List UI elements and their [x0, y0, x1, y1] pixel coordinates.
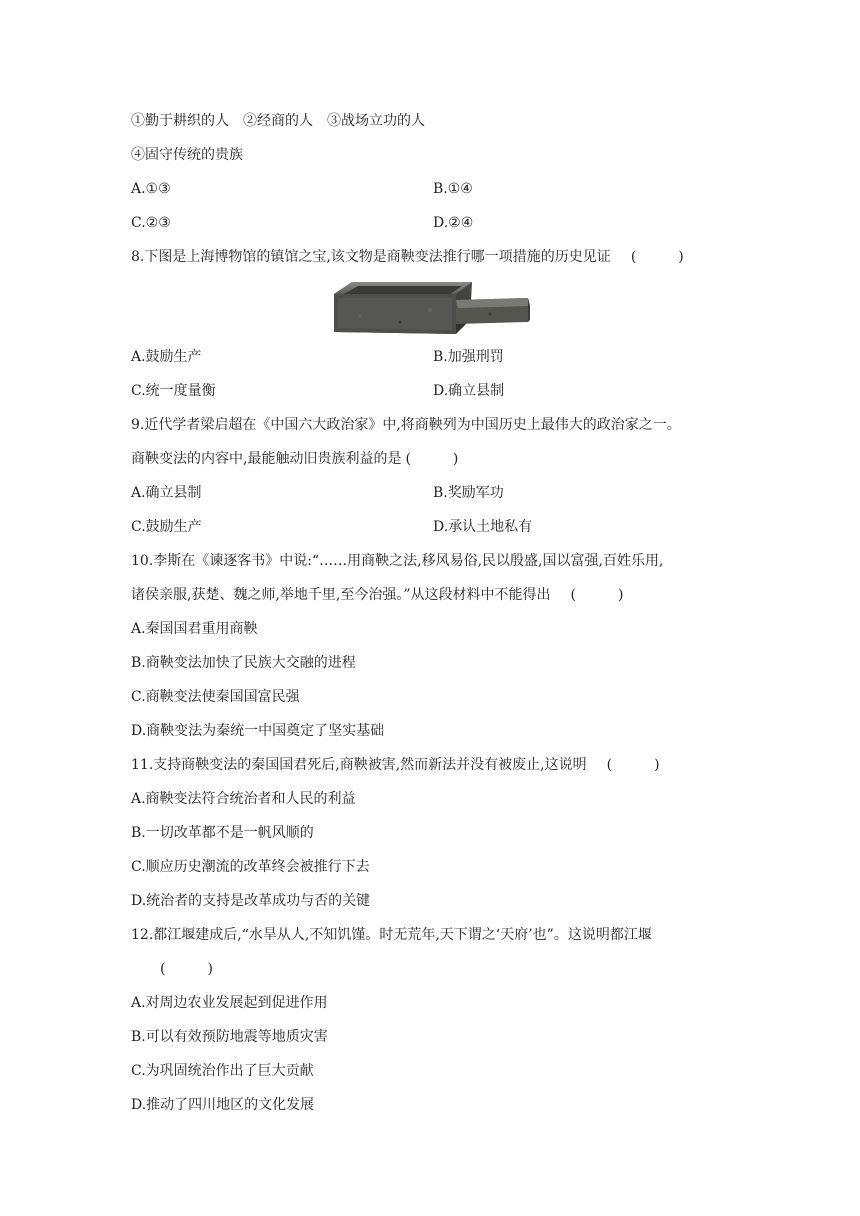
q10-stem-text: 诸侯亲服,获楚、魏之师,举地千里,至今治强。”从这段材料中不能得出: [131, 587, 551, 603]
q10-option-c: C.商鞅变法使秦国国富民强: [131, 689, 300, 705]
q9-stem-text: 商鞅变法的内容中,最能触动旧贵族利益的是: [131, 451, 402, 467]
q7-option-d: D.②④: [433, 215, 474, 231]
q11-option-a: A.商鞅变法符合统治者和人民的利益: [131, 791, 356, 807]
q7-option-a: A.①③: [131, 181, 171, 197]
q9-option-a: A.确立县制: [131, 485, 202, 501]
q10-option-b: B.商鞅变法加快了民族大交融的进程: [131, 655, 356, 671]
q8-answer-paren: ( ): [630, 249, 698, 265]
q8-stem: [131, 247, 698, 267]
q9-option-b: B.奖励军功: [433, 485, 504, 501]
q12-option-a: A.对周边农业发展起到促进作用: [131, 995, 328, 1011]
q11-stem-text: 11.支持商鞅变法的秦国国君死后,商鞅被害,然而新法并没有被废止,这说明: [131, 757, 587, 773]
q10-stem-line1: 10.李斯在《谏逐客书》中说:“……用商鞅之法,移风易俗,民以殷盛,国以富强,百姓乐用,: [131, 553, 664, 569]
q11-option-b: B.一切改革都不是一帆风顺的: [131, 825, 314, 841]
bronze-measure-artifact-icon: [330, 280, 532, 340]
q9-stem-line1: 9.近代学者梁启超在《中国六大政治家》中,将商鞅列为中国历史上最伟大的政治家之一。: [131, 417, 681, 433]
q7-items-line1: ①勤于耕织的人 ②经商的人 ③战场立功的人: [131, 113, 425, 129]
q12-option-c: C.为巩固统治作出了巨大贡献: [131, 1063, 314, 1079]
q10-option-d: D.商鞅变法为秦统一中国奠定了坚实基础: [131, 723, 385, 739]
q12-option-d: D.推动了四川地区的文化发展: [131, 1097, 315, 1113]
q12-answer-paren-text: ( ): [160, 961, 227, 977]
q11-answer-paren: ( ): [606, 757, 674, 773]
q9-option-c: C.鼓励生产: [131, 519, 202, 535]
q11-option-d: D.统治者的支持是改革成功与否的关键: [131, 893, 371, 909]
q7-option-b: B.①④: [433, 181, 473, 197]
q8-option-a: A.鼓励生产: [131, 349, 202, 365]
q8-stem-text: 8.下图是上海博物馆的镇馆之宝,该文物是商鞅变法推行哪一项措施的历史见证: [131, 249, 611, 265]
q11-option-c: C.顺应历史潮流的改革终会被推行下去: [131, 859, 370, 875]
q8-option-d: D.确立县制: [433, 383, 505, 399]
q9-stem-line2: [131, 449, 472, 469]
q8-option-b: B.加强刑罚: [433, 349, 504, 365]
q10-stem-line2: [131, 585, 637, 605]
q11-stem: [131, 755, 674, 775]
q9-option-d: D.承认土地私有: [433, 519, 533, 535]
q10-answer-paren: ( ): [570, 587, 638, 603]
q9-answer-paren: ( ): [405, 451, 473, 467]
q10-option-a: A.秦国国君重用商鞅: [131, 621, 258, 637]
q12-answer-paren: [160, 959, 227, 979]
q8-option-c: C.统一度量衡: [131, 383, 216, 399]
q7-items-line2: ④固守传统的贵族: [131, 147, 243, 163]
q7-option-c: C.②③: [131, 215, 171, 231]
q12-stem: 12.都江堰建成后,“水旱从人,不知饥馑。时无荒年,天下谓之‘天府’也”。这说明都江堰: [131, 927, 652, 943]
q12-option-b: B.可以有效预防地震等地质灾害: [131, 1029, 328, 1045]
